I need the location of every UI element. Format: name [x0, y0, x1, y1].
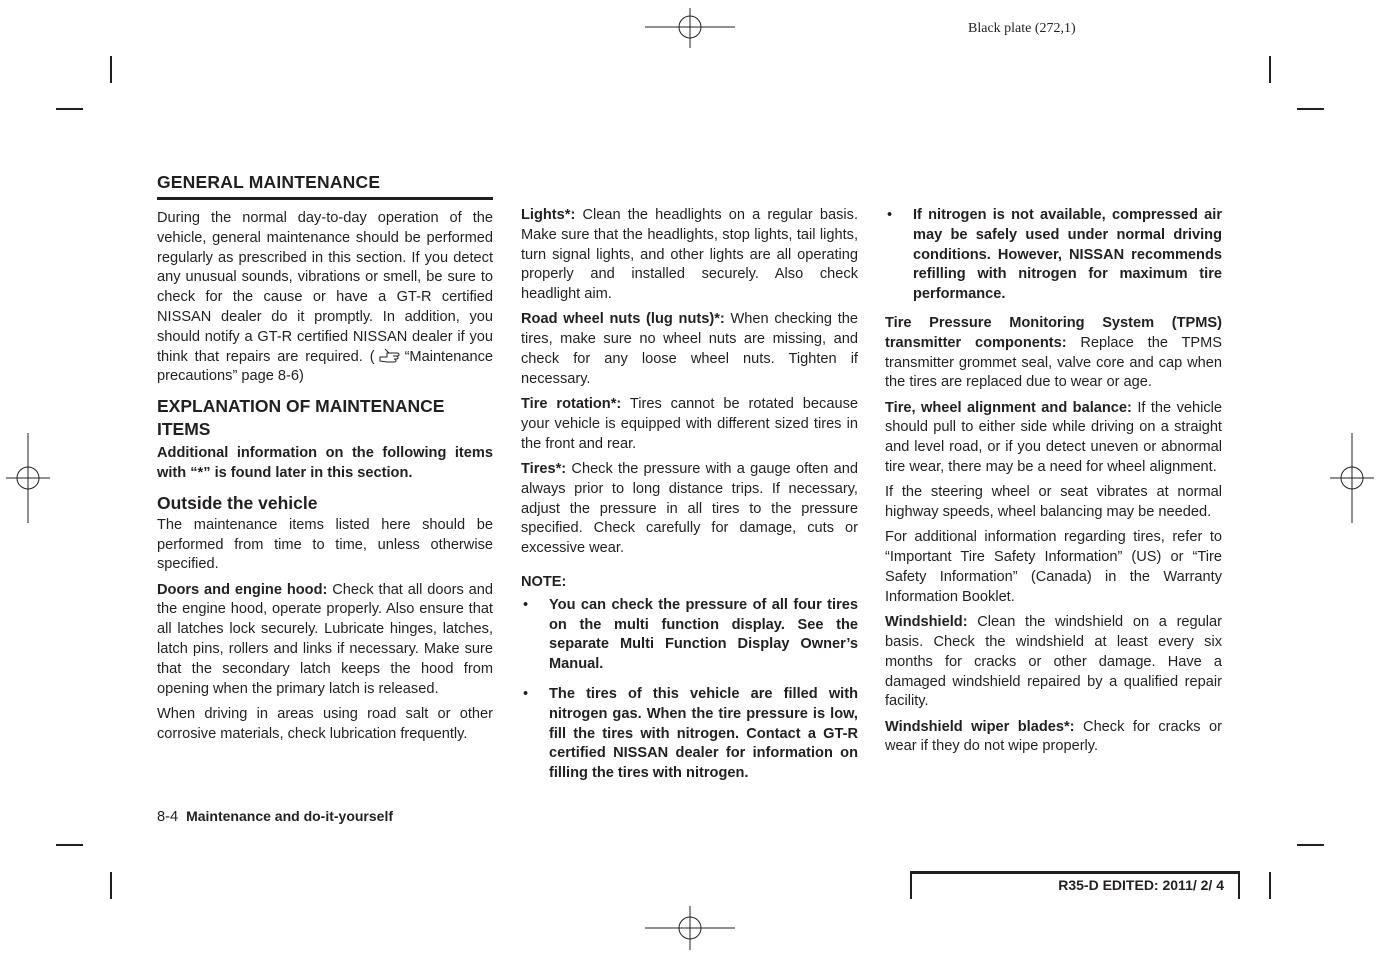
explanation-heading: EXPLANATION OF MAINTENANCE ITEMS [157, 396, 445, 440]
tire-info-paragraph: For additional information regarding tires, refer to “Important Tire Safety Information” (US) or “Tire Safety Information” (Canada) in the Warranty Information Booklet. [885, 529, 1222, 605]
outside-intro: The maintenance items listed here should be performed from time to time, unless otherwise specified. [157, 516, 493, 573]
additional-info: Additional information on the following items with “*” is found later in this section. [157, 445, 493, 481]
pointing-hand-reference-icon [379, 348, 401, 363]
column-2 [521, 206, 858, 791]
bullet-icon: • [523, 686, 529, 703]
alignment-paragraph: Tire, wheel alignment and balance: If the vehicle should pull to either side while driving on a straight and level road, or if you detect uneven or abnormal tire wear, there may be a need for wheel alignment. [885, 399, 1222, 476]
note-bullet-1: • You can check the pressure of all four tires on the multi function display. See the separate Multi Function Display Owner’s Manual. [523, 596, 858, 673]
column-3 [885, 206, 1222, 763]
tpms-paragraph: Tire Pressure Monitoring System (TPMS) transmitter components: Replace the TPMS transmitter grommet seal, valve core and cap when the tires are replaced due to wear or age. [885, 314, 1222, 391]
edited-stamp [910, 871, 1240, 899]
plate-label: Black plate (272,1) [968, 21, 1076, 36]
note-label: NOTE: [521, 574, 567, 591]
chapter-title: Maintenance and do-it-yourself [186, 808, 394, 824]
note-bullet-3: • If nitrogen is not available, compressed air may be safely used under normal driving conditions. However, NISSAN recommends refilling with nitrogen for maximum tire performance. [887, 207, 1222, 303]
lights-paragraph: Lights*: Clean the headlights on a regular basis. Make sure that the headlights, stop lights, tail lights, turn signal lights, and other lights are all operating properly and installed securely. Also check headlight aim. [521, 207, 858, 303]
page-footer [157, 808, 393, 825]
bullet-icon: • [887, 207, 893, 223]
outside-vehicle-heading: Outside the vehicle [157, 492, 318, 513]
tire-rotation-paragraph: Tire rotation*: Tires cannot be rotated because your vehicle is equipped with different sized tires in the front and rear. [521, 396, 858, 452]
page-number: 8-4 [157, 809, 179, 825]
note-bullet-2: • The tires of this vehicle are filled with nitrogen gas. When the tire pressure is low, fill the tires with nitrogen. Contact a GT-R certified NISSAN dealer for information on filling the tires with nitrogen. [523, 686, 858, 782]
steering-paragraph: If the steering wheel or seat vibrates at normal highway speeds, wheel balancing may be needed. [885, 484, 1222, 521]
doors-paragraph: Doors and engine hood: Check that all doors and the engine hood, operate properly. Also ensure that all latches lock securely. Lubricate hinges, latches, latch pins, rollers and links if necessary. Make sure that the secondary latch keeps the hood from opening when the primary latch is released. [157, 581, 494, 697]
section-title: GENERAL MAINTENANCE [157, 172, 493, 200]
column-1 [157, 209, 493, 750]
road-salt-paragraph: When driving in areas using road salt or other corrosive materials, check lubrication frequently. [157, 705, 493, 742]
wheel-nuts-paragraph: Road wheel nuts (lug nuts)*: When checking the tires, make sure no wheel nuts are missing, and check for any loose wheel nuts. Tighten if necessary. [521, 311, 858, 387]
registration-crosshair-icon [645, 906, 735, 950]
tires-paragraph: Tires*: Check the pressure with a gauge often and always prior to long distance trips. If necessary, adjust the pressure in all tires to the pressure specified. Check carefully for damage, cuts or excessive wear. [521, 461, 858, 557]
registration-crosshair-icon [1330, 433, 1374, 523]
intro-paragraph: During the normal day-to-day operation of the vehicle, general maintenance should be performed regularly as prescribed in this section. If you detect any unusual sounds, vibrations or smell, be sure to check for the cause or have a GT-R certified NISSAN dealer do it promptly. In addition, you should notify a GT-R certified NISSAN dealer if you think that repairs are required. ( “Maintenance precautions” page 8-6) [157, 210, 493, 385]
registration-crosshair-icon [645, 8, 735, 48]
bullet-icon: • [523, 596, 529, 613]
registration-crosshair-icon [6, 433, 50, 523]
wiper-paragraph: Windshield wiper blades*: Check for cracks or wear if they do not wipe properly. [885, 718, 1222, 755]
edited-date: R35-D EDITED: 2011/ 2/ 4 [1058, 877, 1224, 893]
windshield-paragraph: Windshield: Clean the windshield on a regular basis. Check the windshield at least every six months for cracks or other damage. Have a damaged windshield repaired by a qualified repair facility. [885, 614, 1222, 710]
